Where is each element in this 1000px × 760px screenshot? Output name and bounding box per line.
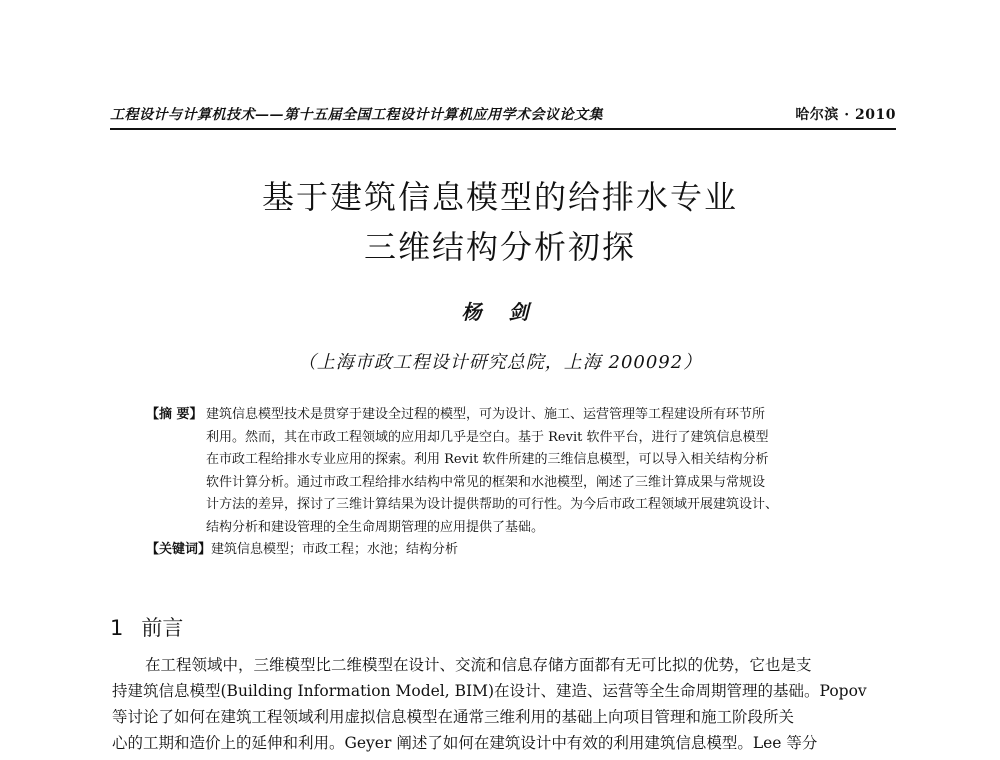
abstract-block (146, 404, 868, 562)
keywords-line (146, 539, 868, 562)
keywords-text: 建筑信息模型；市政工程；水池；结构分析 (211, 542, 459, 557)
body-line: 持建筑信息模型(Building Information Model, BIM)在设计、建造、运营等全生命周期管理的基础。Popov (112, 682, 867, 700)
title-line: 三维结构分析初探 (363, 228, 636, 266)
abstract-line: 计方法的差异，探讨了三维计算结果为设计提供帮助的可行性。为今后市政工程领域开展建筑设计、 (206, 497, 779, 512)
running-header (110, 104, 896, 130)
abstract-line: 利用。然而，其在市政工程领域的应用却几乎是空白。基于 Revit 软件平台，进行了建筑信息模型 (206, 429, 769, 445)
section-title: 前言 (141, 616, 184, 640)
body-line: 在工程领域中，三维模型比二维模型在设计、交流和信息存储方面都有无可比拟的优势，它也是支 (145, 656, 812, 674)
abstract-line: 建筑信息模型技术是贯穿于建设全过程的模型，可为设计、施工、运营管理等工程建设所有环节所 (206, 407, 766, 422)
conference-location-year: 哈尔滨 · 2010 (795, 107, 896, 123)
paper-title (0, 172, 1000, 272)
body-line: 心的工期和造价上的延伸和利用。Geyer 阐述了如何在建筑设计中有效的利用建筑信息模型。Lee 等分 (112, 734, 818, 752)
body-line: 等讨论了如何在建筑工程领域利用虚拟信息模型在通常三维利用的基础上向项目管理和施工阶段所关 (112, 708, 795, 726)
section-number: 1 (110, 616, 124, 640)
keywords-label: 【关键词】 (146, 542, 212, 557)
abstract-line: 在市政工程给排水专业应用的探索。利用 Revit 软件所建的三维信息模型，可以导入相关结构分析 (206, 452, 769, 467)
body-paragraph (112, 652, 898, 756)
title-line: 基于建筑信息模型的给排水专业 (261, 178, 738, 216)
journal-series: 工程设计与计算机技术——第十五届全国工程设计计算机应用学术会议论文集 (110, 107, 603, 123)
author-name: 杨 剑 (461, 300, 539, 324)
author-affiliation: （上海市政工程设计研究总院，上海 200092） (297, 352, 703, 373)
section-heading (110, 612, 183, 642)
abstract-text (206, 404, 868, 539)
abstract-label: 【摘 要】 (146, 407, 203, 422)
abstract-line: 软件计算分析。通过市政工程给排水结构中常见的框架和水池模型，阐述了三维计算成果与常规设 (206, 474, 766, 490)
abstract-line: 结构分析和建设管理的全生命周期管理的应用提供了基础。 (206, 519, 545, 535)
